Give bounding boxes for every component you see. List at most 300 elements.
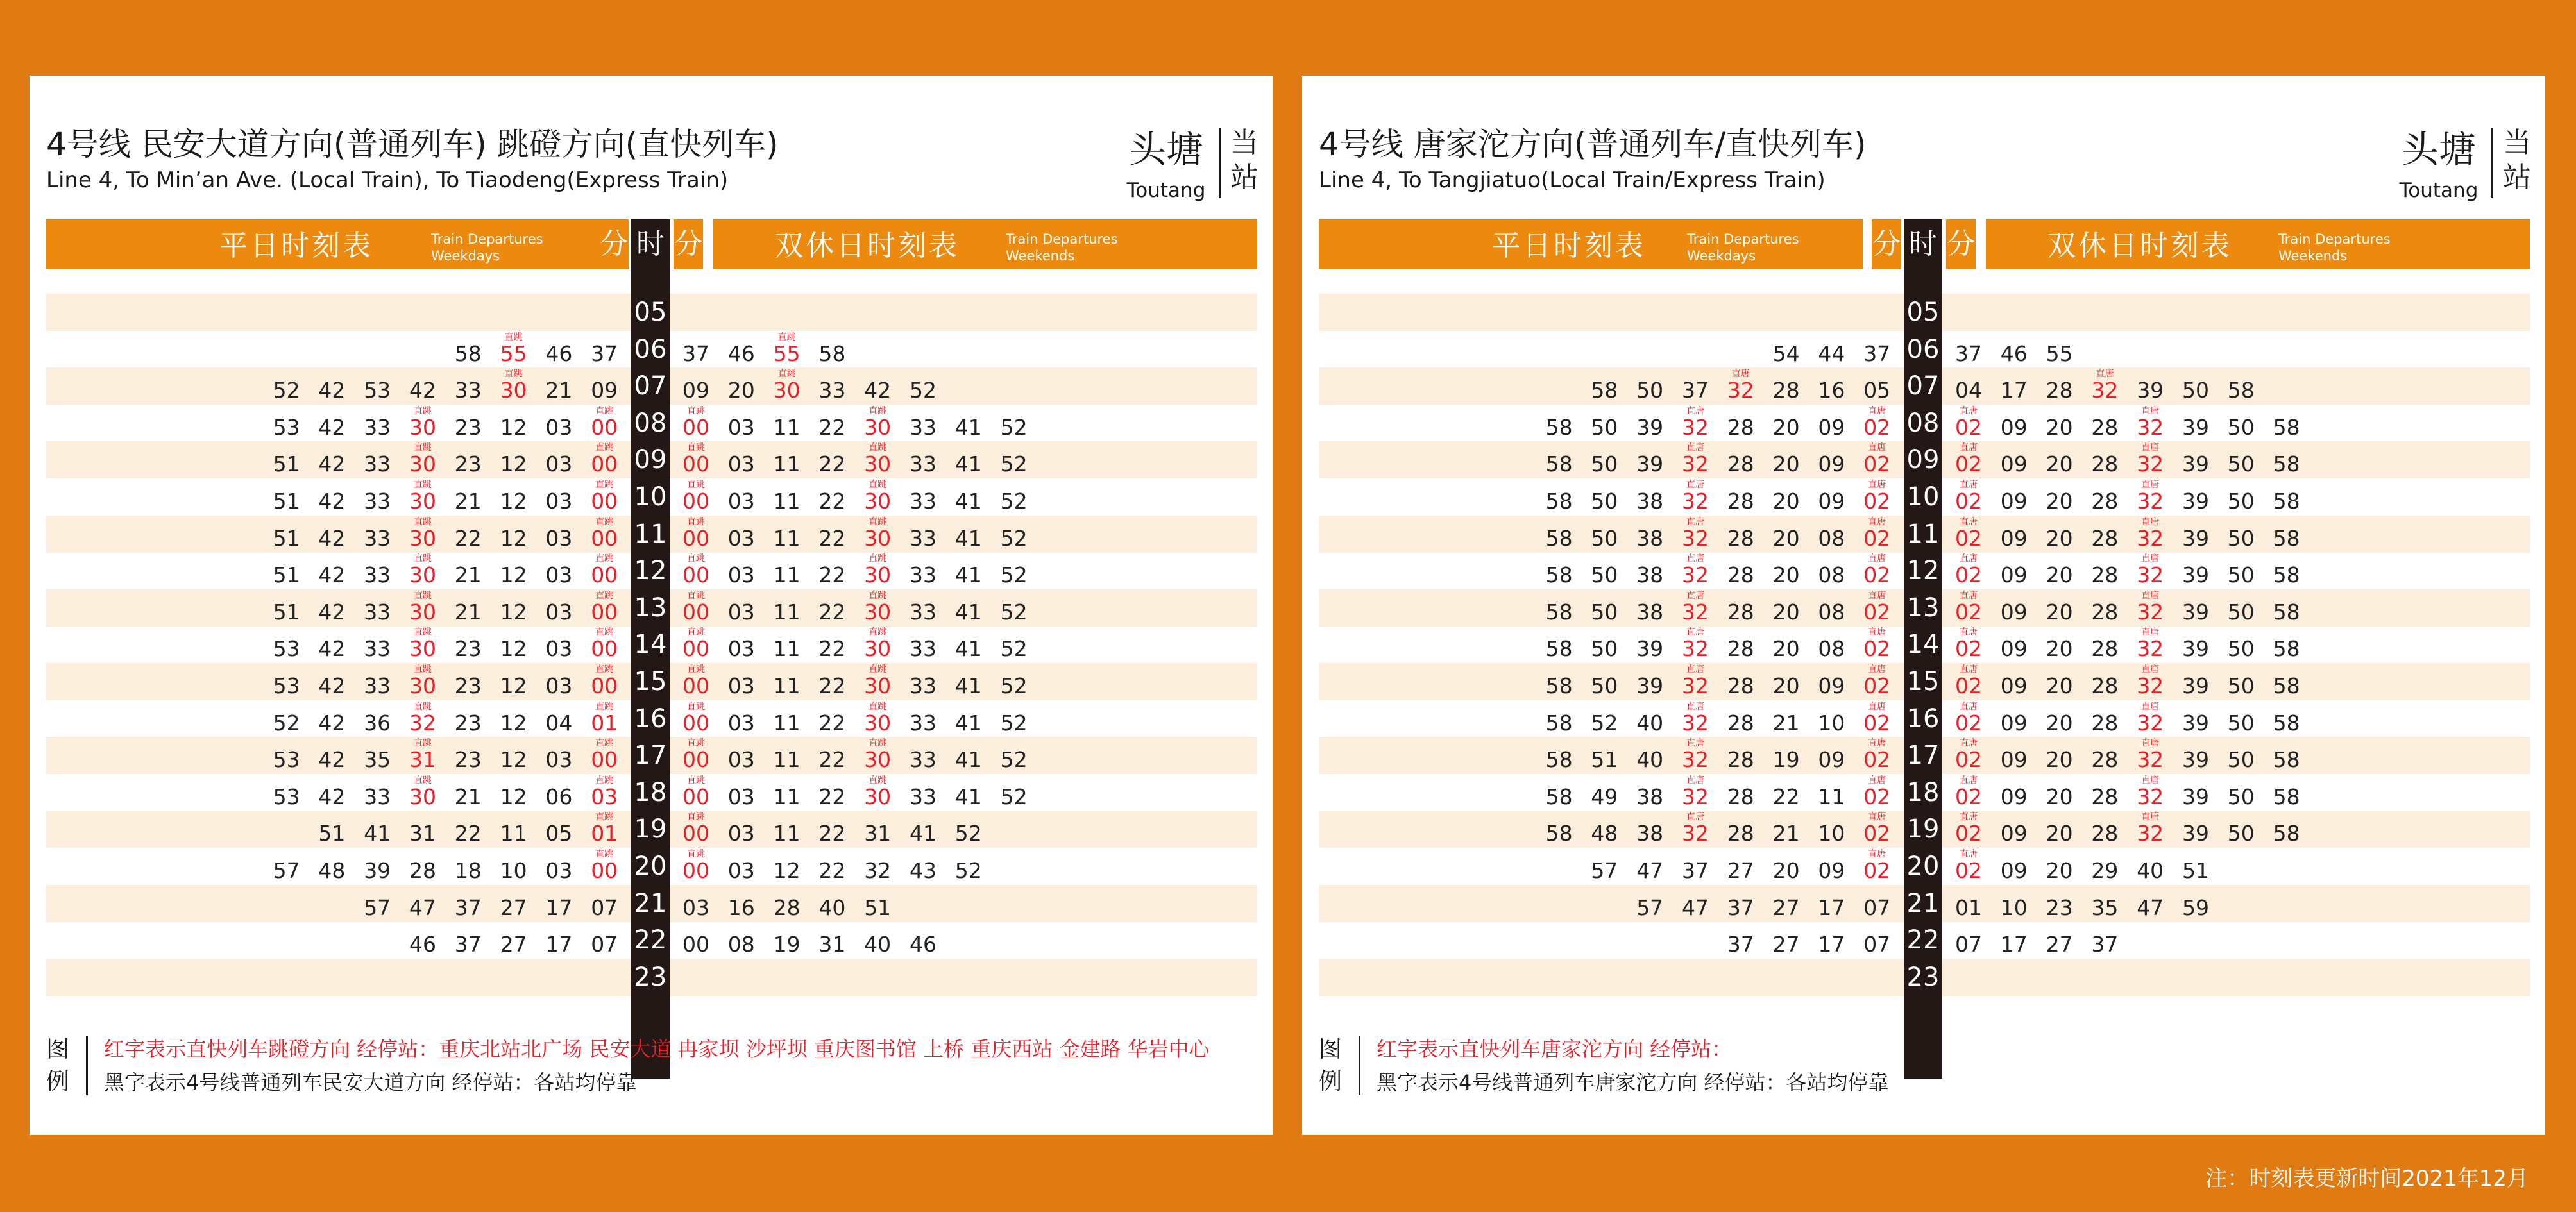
minute-cell (1764, 922, 1809, 959)
minute-cell (536, 922, 581, 959)
minute-cell (901, 516, 945, 553)
hour-cell: 13 (634, 593, 667, 623)
minute-value: 28 (2091, 525, 2119, 551)
express-tag: 直跳 (869, 553, 887, 564)
express-tag: 直唐 (1686, 480, 1704, 490)
minute-value: 30 (864, 747, 892, 773)
station-badge (2396, 126, 2531, 222)
express-tag: 直跳 (414, 553, 432, 564)
minute-value: 33 (910, 636, 936, 662)
minute-value: 39 (2137, 378, 2164, 403)
minute-value: 30 (409, 673, 436, 698)
minute-value: 42 (318, 636, 346, 662)
minute-value: 40 (1636, 747, 1664, 773)
minute-cell (901, 700, 945, 737)
update-note: 注：时刻表更新时间2021年12月 (2205, 1166, 2529, 1191)
express-minute-cell (1854, 663, 1899, 700)
minute-value: 37 (2091, 932, 2119, 957)
express-minute-cell (582, 626, 627, 663)
minute-value: 05 (545, 821, 573, 846)
express-minute-cell (674, 774, 718, 811)
express-tag: 直跳 (869, 627, 887, 638)
minute-cell (1537, 516, 1582, 553)
minute-cell (992, 405, 1037, 442)
minute-cell (1673, 367, 1718, 405)
minute-cell (2219, 441, 2264, 478)
minute-value: 37 (454, 932, 482, 957)
minute-value: 23 (454, 636, 482, 662)
minute-cell (809, 441, 854, 478)
express-tag: 直唐 (1868, 701, 1886, 712)
minute-cell (2173, 516, 2218, 553)
minute-value: 03 (591, 784, 618, 809)
minute-cell (992, 441, 1037, 478)
minute-value: 51 (2182, 858, 2209, 883)
minute-value: 58 (454, 341, 482, 366)
hour-cell: 15 (634, 667, 667, 696)
minute-cell (1992, 441, 2037, 478)
minute-cell (1809, 811, 1854, 848)
minute-cell (264, 700, 309, 737)
minute-value: 30 (864, 562, 892, 588)
minute-value: 47 (2137, 895, 2164, 920)
minute-value: 32 (2137, 525, 2164, 551)
minute-cell (2037, 737, 2082, 774)
minute-cell (1537, 737, 1582, 774)
express-tag: 直唐 (1731, 369, 1750, 380)
minute-value: 09 (1818, 414, 1845, 440)
minute-cell (719, 811, 764, 848)
hour-cell: 07 (1906, 371, 1940, 401)
minute-value: 09 (1818, 858, 1845, 883)
minute-cell (1992, 589, 2037, 627)
minute-value: 00 (682, 932, 709, 957)
minute-cell (446, 441, 491, 478)
minute-value: 22 (818, 858, 846, 883)
express-tag: 直唐 (1960, 775, 1978, 786)
minute-value: 00 (682, 599, 709, 625)
minute-value: 58 (1545, 562, 1573, 588)
minute-value: 41 (954, 489, 982, 514)
minute-value: 11 (1818, 784, 1845, 809)
minute-cell (2173, 441, 2218, 478)
minute-cell (765, 700, 809, 737)
minute-cell (1854, 367, 1899, 405)
minute-value: 37 (1727, 932, 1754, 957)
minute-value: 41 (954, 525, 982, 551)
hour-cell: 20 (1906, 852, 1940, 881)
minute-cell (400, 811, 445, 848)
express-minute-cell (400, 663, 445, 700)
minute-cell (309, 848, 354, 885)
express-minute-cell (2128, 478, 2173, 516)
minute-value: 51 (318, 821, 346, 846)
minute-cell (1627, 516, 1672, 553)
minute-cell (1537, 811, 1582, 848)
minute-value: 00 (591, 747, 618, 773)
minute-value: 55 (500, 341, 527, 366)
minute-value: 32 (2137, 562, 2164, 588)
weekend-title: 双休日时刻表 (775, 230, 960, 262)
minute-cell (2264, 552, 2309, 589)
minute-cell (1992, 478, 2037, 516)
minute-value: 30 (409, 451, 436, 477)
minute-value: 55 (773, 341, 801, 366)
minute-value: 50 (1591, 525, 1618, 551)
minute-value: 30 (409, 599, 436, 625)
express-minute-cell (1854, 848, 1899, 885)
express-minute-cell (1854, 626, 1899, 663)
minute-cell (264, 774, 309, 811)
minute-value: 11 (773, 673, 801, 698)
minute-cell (809, 700, 854, 737)
express-tag: 直跳 (414, 738, 432, 749)
express-tag: 直唐 (1686, 812, 1704, 823)
minute-cell (946, 626, 991, 663)
minute-value: 51 (273, 599, 300, 625)
minute-value: 55 (2046, 341, 2073, 366)
minute-value: 00 (682, 489, 709, 514)
minute-cell (2082, 441, 2127, 478)
hour-cell: 15 (1906, 667, 1940, 696)
minute-cell (719, 848, 764, 885)
minute-value: 02 (1863, 784, 1891, 809)
express-tag: 直跳 (687, 516, 705, 527)
minute-cell (309, 516, 354, 553)
minute-value: 27 (1772, 895, 1800, 920)
minute-cell (446, 811, 491, 848)
minute-value: 05 (1863, 378, 1891, 403)
express-tag: 直唐 (2141, 516, 2160, 527)
minute-value: 40 (2137, 858, 2164, 883)
minute-cell (1809, 405, 1854, 442)
express-tag: 直唐 (1960, 701, 1978, 712)
minute-cell (491, 737, 536, 774)
weekday-title-en: Train Departures Weekdays (1687, 231, 1799, 264)
minute-value: 02 (1955, 636, 1982, 662)
hour-cell: 16 (634, 703, 667, 734)
minute-cell (1764, 516, 1809, 553)
minute-cell (1946, 885, 1991, 922)
express-tag: 直唐 (1960, 590, 1978, 601)
express-tag: 直跳 (687, 627, 705, 638)
minute-value: 39 (2182, 821, 2209, 846)
minute-value: 39 (1636, 414, 1664, 440)
minute-cell (765, 626, 809, 663)
minute-cell (2082, 774, 2127, 811)
hour-cell: 17 (1906, 741, 1940, 771)
minute-value: 30 (409, 636, 436, 662)
minute-cell (809, 331, 854, 368)
express-tag: 直唐 (2141, 442, 2160, 453)
minute-value: 03 (727, 710, 755, 736)
minute-value: 32 (2137, 414, 2164, 440)
minute-cell (1764, 848, 1809, 885)
minute-cell (1854, 922, 1899, 959)
express-minute-cell (1673, 811, 1718, 848)
minute-value: 28 (2091, 451, 2119, 477)
minute-cell (1809, 331, 1854, 368)
minute-value: 42 (318, 673, 346, 698)
minute-cell (446, 589, 491, 627)
minute-value: 09 (2000, 636, 2028, 662)
minute-value: 50 (2227, 673, 2255, 698)
minute-value: 09 (2000, 451, 2028, 477)
minute-cell (446, 885, 491, 922)
minute-cell (2219, 589, 2264, 627)
minute-value: 21 (454, 562, 482, 588)
minute-value: 12 (500, 525, 527, 551)
minute-value: 52 (273, 378, 300, 403)
minute-value: 46 (727, 341, 755, 366)
weekend-header-bar (713, 219, 1257, 269)
minute-cell (809, 885, 854, 922)
minute-cell (1992, 626, 2037, 663)
minute-value: 46 (910, 932, 936, 957)
minute-value: 09 (682, 378, 709, 403)
minute-value: 02 (1863, 747, 1891, 773)
minute-value: 32 (1682, 451, 1709, 477)
minute-value: 28 (1727, 599, 1754, 625)
minute-cell (719, 774, 764, 811)
minute-value: 20 (2046, 784, 2073, 809)
minute-cell (2082, 663, 2127, 700)
minute-cell (2264, 626, 2309, 663)
minute-cell (2082, 922, 2127, 959)
minute-cell (1718, 885, 1763, 922)
minute-value: 21 (454, 784, 482, 809)
minute-cell (446, 663, 491, 700)
minute-value: 28 (2091, 414, 2119, 440)
minute-cell (901, 922, 945, 959)
minute-value: 33 (910, 414, 936, 440)
express-minute-cell (1673, 589, 1718, 627)
minute-cell (1627, 811, 1672, 848)
minute-cell (1537, 663, 1582, 700)
minute-value: 35 (364, 747, 391, 773)
minute-value: 28 (1772, 378, 1800, 403)
hour-cell: 11 (634, 519, 667, 549)
minute-value: 03 (545, 673, 573, 698)
minute-value: 49 (1591, 784, 1618, 809)
minute-value: 08 (1818, 636, 1845, 662)
minute-value: 02 (1863, 710, 1891, 736)
minute-value: 30 (409, 525, 436, 551)
minute-cell (491, 922, 536, 959)
minute-value: 50 (2227, 489, 2255, 514)
minute-value: 38 (1636, 489, 1664, 514)
minute-cell (765, 516, 809, 553)
express-minute-cell (1854, 811, 1899, 848)
minute-value: 09 (2000, 858, 2028, 883)
minute-cell (446, 516, 491, 553)
minute-cell (992, 626, 1037, 663)
minute-value: 53 (273, 673, 300, 698)
minute-value: 58 (2273, 562, 2300, 588)
minute-value: 03 (545, 747, 573, 773)
minute-cell (946, 478, 991, 516)
minute-cell (1537, 441, 1582, 478)
minute-value: 39 (2182, 710, 2209, 736)
minute-value: 58 (2273, 414, 2300, 440)
minute-value: 12 (500, 489, 527, 514)
minute-cell (809, 626, 854, 663)
minute-cell (809, 516, 854, 553)
minute-cell (719, 700, 764, 737)
minute-value: 52 (1000, 414, 1028, 440)
express-tag: 直跳 (595, 480, 614, 490)
express-tag: 直唐 (2141, 627, 2160, 638)
minute-value: 32 (1682, 821, 1709, 846)
minute-cell (1582, 663, 1627, 700)
minute-value: 50 (2182, 378, 2209, 403)
minute-cell (491, 405, 536, 442)
minute-value: 20 (2046, 858, 2073, 883)
minute-cell (309, 478, 354, 516)
minute-cell (355, 774, 400, 811)
express-minute-cell (1673, 774, 1718, 811)
minute-cell (719, 922, 764, 959)
minute-value: 33 (818, 378, 846, 403)
minute-cell (1582, 552, 1627, 589)
minute-cell (2173, 478, 2218, 516)
express-minute-cell (1946, 737, 1991, 774)
minute-cell (1809, 774, 1854, 811)
minute-value: 30 (864, 599, 892, 625)
minute-cell (901, 737, 945, 774)
minute-cell (1627, 405, 1672, 442)
minute-value: 03 (545, 858, 573, 883)
minute-cell (2128, 848, 2173, 885)
minute-cell (1582, 405, 1627, 442)
minute-value: 32 (2137, 673, 2164, 698)
express-minute-cell (2128, 663, 2173, 700)
express-minute-cell (1673, 663, 1718, 700)
minute-cell (1627, 700, 1672, 737)
minute-cell (1809, 516, 1854, 553)
minute-value: 04 (545, 710, 573, 736)
minute-cell (536, 848, 581, 885)
minute-value: 17 (1818, 932, 1845, 957)
minute-value: 44 (1818, 341, 1845, 366)
minute-cell (901, 774, 945, 811)
minute-cell (309, 367, 354, 405)
minute-value: 20 (2046, 489, 2073, 514)
minute-value: 31 (818, 932, 846, 957)
minute-value: 50 (2227, 562, 2255, 588)
express-minute-cell (674, 626, 718, 663)
minute-value: 03 (727, 599, 755, 625)
minute-value: 17 (1818, 895, 1845, 920)
minute-cell (992, 478, 1037, 516)
minute-value: 00 (682, 562, 709, 588)
minute-value: 33 (364, 489, 391, 514)
minute-value: 12 (500, 710, 527, 736)
minute-value: 28 (2091, 821, 2119, 846)
minute-cell (1992, 331, 2037, 368)
legend-express-text: 红字表示直快列车跳磴方向 经停站：重庆北站北广场 民安大道 冉家坝 沙坪坝 重庆图书馆 上桥 重庆西站 金建路 华岩中心 (104, 1037, 1210, 1061)
express-tag: 直跳 (595, 442, 614, 453)
minute-value: 42 (318, 525, 346, 551)
express-tag: 直唐 (1868, 553, 1886, 564)
minute-cell (2082, 516, 2127, 553)
express-tag: 直唐 (1686, 775, 1704, 786)
minute-value: 28 (1727, 489, 1754, 514)
minute-value: 46 (409, 932, 436, 957)
minute-value: 58 (1545, 414, 1573, 440)
minute-cell (1582, 441, 1627, 478)
hour-cell: 14 (634, 630, 667, 660)
minute-value: 53 (364, 378, 391, 403)
minute-value: 07 (591, 932, 618, 957)
minute-value: 47 (409, 895, 436, 920)
minute-value: 02 (1955, 747, 1982, 773)
minute-value: 03 (545, 451, 573, 477)
legend (1319, 1030, 2538, 1100)
express-minute-cell (855, 700, 900, 737)
minute-value: 20 (1772, 562, 1800, 588)
express-minute-cell (674, 405, 718, 442)
minute-value: 11 (773, 451, 801, 477)
minute-cell (809, 478, 854, 516)
minute-cell (536, 552, 581, 589)
minute-cell (1718, 811, 1763, 848)
minute-cell (1537, 589, 1582, 627)
express-minute-cell (582, 663, 627, 700)
minute-cell (2219, 478, 2264, 516)
express-minute-cell (1946, 663, 1991, 700)
minute-cell (765, 663, 809, 700)
minute-cell (491, 700, 536, 737)
minute-value: 20 (2046, 673, 2073, 698)
express-tag: 直跳 (414, 516, 432, 527)
weekend-title-en: Train Departures Weekends (2278, 231, 2391, 264)
minute-value: 32 (2137, 451, 2164, 477)
minute-cell (2037, 331, 2082, 368)
minute-value: 33 (910, 562, 936, 588)
minute-value: 28 (1727, 525, 1754, 551)
minute-value: 30 (500, 378, 527, 403)
minute-value: 22 (818, 710, 846, 736)
minute-cell (1992, 367, 2037, 405)
minute-value: 33 (910, 599, 936, 625)
minute-cell (946, 848, 991, 885)
minute-value: 38 (1636, 562, 1664, 588)
station-name-zh: 头塘 (2401, 128, 2476, 171)
minute-value: 08 (1818, 562, 1845, 588)
minute-cell (264, 441, 309, 478)
minute-value: 00 (682, 636, 709, 662)
minute-cell (491, 516, 536, 553)
minute-cell (855, 811, 900, 848)
minute-value: 02 (1955, 525, 1982, 551)
minute-value: 52 (1000, 784, 1028, 809)
minute-value: 32 (1727, 378, 1754, 403)
minute-value: 23 (454, 747, 482, 773)
minute-value: 30 (864, 489, 892, 514)
minute-value: 33 (910, 747, 936, 773)
minute-value: 03 (727, 489, 755, 514)
minute-cell (1992, 885, 2037, 922)
minute-cell (536, 700, 581, 737)
express-minute-cell (400, 774, 445, 811)
hour-cell: 22 (634, 925, 667, 955)
minute-value: 18 (454, 858, 482, 883)
minute-value: 00 (591, 636, 618, 662)
express-minute-cell (855, 478, 900, 516)
minute-cell (1809, 626, 1854, 663)
minute-cell (446, 626, 491, 663)
